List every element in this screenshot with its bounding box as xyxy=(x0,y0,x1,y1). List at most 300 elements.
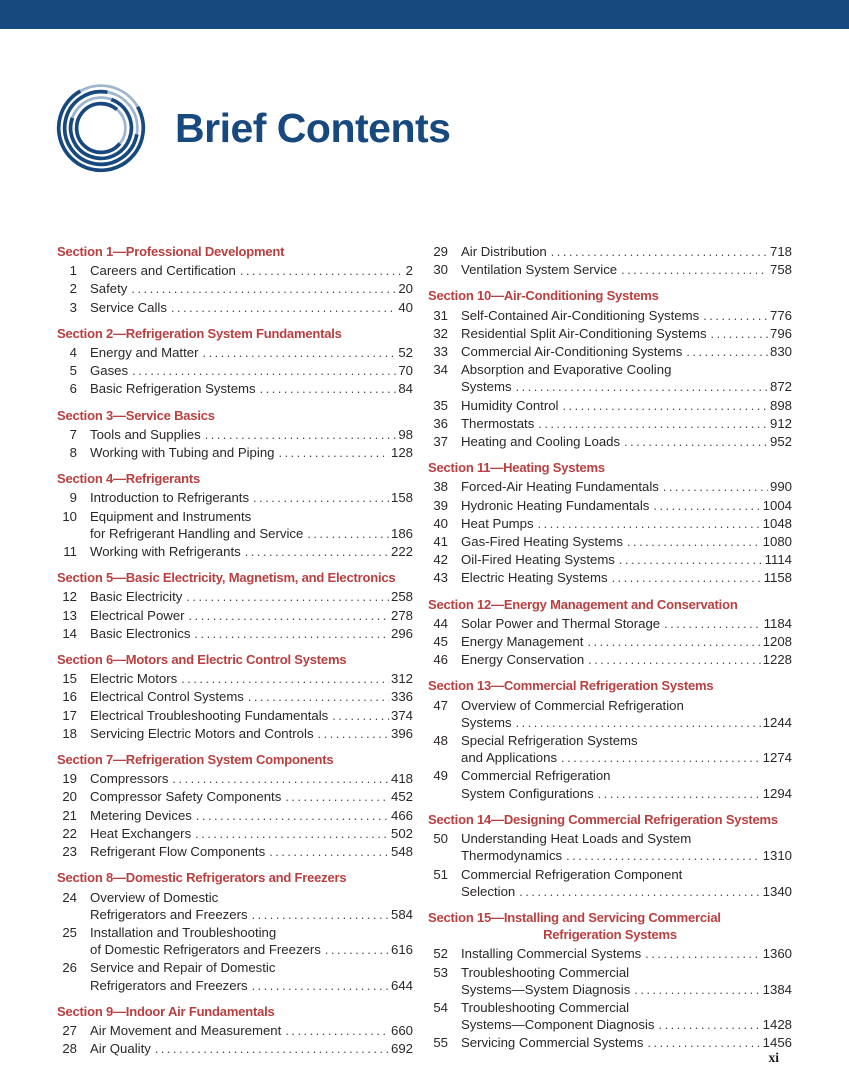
chapter-entry-body xyxy=(90,262,413,280)
dot-leader xyxy=(252,906,389,924)
chapter-page-number: 1048 xyxy=(762,515,792,531)
chapter-title: Servicing Electric Motors and Controls xyxy=(90,725,314,741)
concentric-circles-logo-icon xyxy=(55,82,147,174)
chapter-page-number: 1244 xyxy=(762,714,792,730)
chapter-entry-body xyxy=(90,1022,413,1040)
chapter-entry-body xyxy=(461,569,792,587)
chapter-page-number: 1310 xyxy=(762,848,792,864)
chapter-entry-body xyxy=(461,397,792,415)
chapter-entry xyxy=(428,767,792,802)
chapter-number: 42 xyxy=(433,552,448,568)
chapter-page-number: 776 xyxy=(769,307,792,323)
chapter-title: Working with Tubing and Piping xyxy=(90,445,275,461)
page-title: Brief Contents xyxy=(175,104,451,151)
chapter-number: 41 xyxy=(433,534,448,550)
chapter-number: 2 xyxy=(69,281,77,297)
chapter-number: 24 xyxy=(62,889,77,905)
chapter-number: 46 xyxy=(433,652,448,668)
title-block xyxy=(55,82,450,174)
chapter-entry-line xyxy=(461,749,792,767)
chapter-page-number: 40 xyxy=(398,299,413,315)
chapter-title: Basic Electricity xyxy=(90,589,183,605)
dot-leader xyxy=(562,397,768,415)
chapter-entry-line xyxy=(90,508,413,525)
chapter-entry-line xyxy=(461,651,792,669)
chapter-number: 8 xyxy=(69,445,77,461)
chapter-number: 19 xyxy=(62,771,77,787)
chapter-title: Absorption and Evaporative Cooling xyxy=(461,362,672,378)
chapter-entry-line xyxy=(90,788,413,806)
chapter-entry xyxy=(57,362,413,380)
chapter-entry-line xyxy=(461,883,792,901)
chapter-entry-body xyxy=(90,362,413,380)
chapter-title: Working with Refrigerants xyxy=(90,544,241,560)
dot-leader xyxy=(612,569,762,587)
chapter-title: Ventilation System Service xyxy=(461,262,618,278)
chapter-page-number: 912 xyxy=(769,415,792,431)
chapter-entry xyxy=(57,262,413,280)
chapter-page-number: 70 xyxy=(398,363,413,379)
chapter-title: Air Distribution xyxy=(461,244,547,259)
chapter-entry xyxy=(57,508,413,543)
chapter-entry-line xyxy=(461,433,792,451)
chapter-number: 37 xyxy=(433,434,448,450)
chapter-entry-line xyxy=(90,607,413,625)
chapter-entry-body xyxy=(461,633,792,651)
chapter-page-number: 952 xyxy=(769,434,792,450)
dot-leader xyxy=(132,362,396,380)
chapter-entry-line xyxy=(90,670,413,688)
chapter-entry-body xyxy=(90,707,413,725)
chapter-number: 28 xyxy=(62,1041,77,1057)
chapter-entry-line xyxy=(90,725,413,743)
chapter-title: Energy Conservation xyxy=(461,652,585,668)
chapter-entry-body xyxy=(461,732,792,767)
chapter-entry-body xyxy=(461,697,792,732)
chapter-number: 20 xyxy=(62,789,77,805)
chapter-entry-line xyxy=(90,489,413,507)
chapter-entry xyxy=(57,825,413,843)
chapter-entry-line xyxy=(90,843,413,861)
section-heading xyxy=(428,459,792,476)
chapter-number: 55 xyxy=(433,1035,448,1051)
chapter-entry-body xyxy=(90,280,413,298)
chapter-entry-body xyxy=(461,497,792,515)
chapter-entry xyxy=(57,625,413,643)
chapter-entry-body xyxy=(461,433,792,451)
chapter-entry-line xyxy=(461,1034,792,1052)
dot-leader xyxy=(624,433,768,451)
chapter-page-number: 84 xyxy=(398,381,413,397)
chapter-entry-body xyxy=(90,344,413,362)
dot-leader xyxy=(663,478,768,496)
chapter-title: Equipment and Instruments xyxy=(90,508,252,524)
chapter-entry-line xyxy=(90,362,413,380)
chapter-title: Gases xyxy=(90,363,129,379)
dot-leader xyxy=(645,945,760,963)
dot-leader xyxy=(205,426,397,444)
chapter-title: Electrical Power xyxy=(90,607,185,623)
chapter-title: Selection xyxy=(461,883,516,899)
chapter-page-number: 466 xyxy=(390,807,413,823)
dot-leader xyxy=(131,280,396,298)
chapter-entry xyxy=(428,1034,792,1052)
chapter-title: and Applications xyxy=(461,750,558,766)
chapter-entry xyxy=(57,1040,413,1058)
chapter-title: Air Quality xyxy=(90,1041,151,1057)
section-heading-line: Section 15—Installing and Servicing Commercial xyxy=(428,909,721,925)
chapter-number: 5 xyxy=(69,363,77,379)
chapter-entry xyxy=(428,478,792,496)
chapter-entry-body xyxy=(461,343,792,361)
dot-leader xyxy=(551,243,768,261)
chapter-entry-body xyxy=(90,489,413,507)
chapter-entry-line xyxy=(461,633,792,651)
chapter-entry-line xyxy=(461,697,792,714)
chapter-entry-body xyxy=(461,1034,792,1052)
chapter-entry xyxy=(57,670,413,688)
chapter-entry-body xyxy=(90,543,413,561)
chapter-entry xyxy=(57,444,413,462)
chapter-entry xyxy=(57,299,413,317)
chapter-number: 53 xyxy=(433,964,448,980)
chapter-entry-line xyxy=(461,361,792,378)
chapter-title: Special Refrigeration Systems xyxy=(461,733,638,749)
chapter-number: 21 xyxy=(62,807,77,823)
chapter-entry-line xyxy=(90,543,413,561)
dot-leader xyxy=(253,489,389,507)
chapter-page-number: 20 xyxy=(398,281,413,297)
chapter-title: Energy and Matter xyxy=(90,345,199,361)
dot-leader xyxy=(566,847,761,865)
chapter-entry-line xyxy=(461,243,792,261)
toc-column-2 xyxy=(428,243,792,1058)
chapter-page-number: 186 xyxy=(390,525,413,541)
chapter-page-number: 452 xyxy=(390,789,413,805)
chapter-title: Basic Electronics xyxy=(90,625,191,641)
chapter-entry-line xyxy=(461,830,792,847)
chapter-title: Electrical Control Systems xyxy=(90,689,244,705)
chapter-entry xyxy=(57,688,413,706)
dot-leader xyxy=(171,299,396,317)
chapter-entry-body xyxy=(90,625,413,643)
chapter-page-number: 718 xyxy=(769,244,792,259)
chapter-entry-line xyxy=(90,625,413,643)
chapter-entry-line xyxy=(90,262,413,280)
chapter-entry-body xyxy=(461,830,792,865)
folio-page-number: xi xyxy=(768,1050,779,1065)
dot-leader xyxy=(279,444,389,462)
chapter-title: Electric Heating Systems xyxy=(461,570,608,586)
chapter-number: 35 xyxy=(433,397,448,413)
chapter-entry-body xyxy=(461,261,792,279)
chapter-entry-body xyxy=(461,478,792,496)
chapter-title: Metering Devices xyxy=(90,807,192,823)
chapter-entry xyxy=(428,615,792,633)
chapter-entry-body xyxy=(90,959,413,994)
chapter-title: Humidity Control xyxy=(461,397,559,413)
chapter-number: 33 xyxy=(433,344,448,360)
dot-leader xyxy=(194,625,389,643)
section-heading-line: Section 13—Commercial Refrigeration Systems xyxy=(428,678,714,694)
chapter-entry-body xyxy=(90,444,413,462)
chapter-page-number: 2 xyxy=(405,263,413,279)
chapter-title: Overview of Commercial Refrigeration xyxy=(461,697,684,713)
chapter-entry xyxy=(57,807,413,825)
chapter-entry-line xyxy=(90,299,413,317)
chapter-entry xyxy=(428,415,792,433)
chapter-number: 38 xyxy=(433,479,448,495)
chapter-page-number: 830 xyxy=(769,344,792,360)
chapter-entry-body xyxy=(90,770,413,788)
chapter-entry-body xyxy=(461,767,792,802)
chapter-entry-line xyxy=(90,959,413,976)
chapter-title: Electrical Troubleshooting Fundamentals xyxy=(90,707,329,723)
chapter-page-number: 758 xyxy=(769,262,792,278)
chapter-number: 23 xyxy=(62,844,77,860)
dot-leader xyxy=(269,843,389,861)
chapter-entry-line xyxy=(90,707,413,725)
dot-leader xyxy=(587,633,760,651)
chapter-page-number: 158 xyxy=(390,490,413,506)
chapter-entry-line xyxy=(90,380,413,398)
section-heading xyxy=(428,909,792,943)
chapter-entry-body xyxy=(461,999,792,1034)
section-heading xyxy=(428,677,792,694)
chapter-entry-body xyxy=(90,924,413,959)
chapter-entry xyxy=(428,397,792,415)
chapter-number: 43 xyxy=(433,570,448,586)
chapter-entry-body xyxy=(90,889,413,924)
chapter-number: 27 xyxy=(62,1022,77,1038)
chapter-title: Oil-Fired Heating Systems xyxy=(461,552,615,568)
chapter-entry-line xyxy=(90,1022,413,1040)
chapter-title: Careers and Certification xyxy=(90,263,236,279)
chapter-entry xyxy=(57,543,413,561)
dot-leader xyxy=(588,651,761,669)
chapter-page-number: 1294 xyxy=(762,785,792,801)
chapter-entry-line xyxy=(90,977,413,995)
chapter-title: Self-Contained Air-Conditioning Systems xyxy=(461,307,700,323)
chapter-entry-line xyxy=(461,569,792,587)
chapter-number: 25 xyxy=(62,924,77,940)
section-heading-line: Section 14—Designing Commercial Refrigeration Systems xyxy=(428,811,778,827)
section-heading-line: Refrigeration Systems xyxy=(543,927,677,943)
chapter-page-number: 1158 xyxy=(763,570,792,586)
chapter-entry-line xyxy=(90,941,413,959)
chapter-page-number: 336 xyxy=(390,689,413,705)
chapter-entry-line xyxy=(90,588,413,606)
dot-leader xyxy=(703,307,768,325)
dot-leader xyxy=(619,551,763,569)
chapter-page-number: 418 xyxy=(390,771,413,787)
chapter-title: Compressors xyxy=(90,771,169,787)
chapter-title: Commercial Refrigeration Component xyxy=(461,866,683,882)
chapter-title: Understanding Heat Loads and System xyxy=(461,831,692,847)
chapter-number: 26 xyxy=(62,960,77,976)
dot-leader xyxy=(172,770,389,788)
chapter-page-number: 1184 xyxy=(763,615,792,631)
chapter-entry-body xyxy=(90,508,413,543)
chapter-number: 54 xyxy=(433,999,448,1015)
chapter-entry xyxy=(428,515,792,533)
dot-leader xyxy=(245,543,389,561)
chapter-entry xyxy=(428,830,792,865)
chapter-entry-line xyxy=(461,551,792,569)
dot-leader xyxy=(621,261,768,279)
chapter-number: 52 xyxy=(433,946,448,962)
section-heading xyxy=(428,596,792,613)
chapter-page-number: 312 xyxy=(390,671,413,687)
chapter-entry-body xyxy=(461,243,792,261)
chapter-entry xyxy=(428,261,792,279)
chapter-entry-line xyxy=(461,1016,792,1034)
chapter-number: 32 xyxy=(433,325,448,341)
chapter-title: Troubleshooting Commercial xyxy=(461,999,630,1015)
chapter-page-number: 374 xyxy=(390,707,413,723)
toc xyxy=(57,243,792,1058)
dot-leader xyxy=(516,378,768,396)
chapter-number: 3 xyxy=(69,299,77,315)
section-heading-line: Section 1—Professional Development xyxy=(57,244,285,259)
section-heading xyxy=(57,869,413,886)
chapter-entry xyxy=(57,770,413,788)
chapter-page-number: 52 xyxy=(398,345,413,361)
chapter-title: System Configurations xyxy=(461,785,594,801)
dot-leader xyxy=(598,785,761,803)
chapter-entry-line xyxy=(461,945,792,963)
chapter-page-number: 258 xyxy=(390,589,413,605)
chapter-page-number: 296 xyxy=(390,625,413,641)
chapter-entry xyxy=(57,707,413,725)
chapter-entry xyxy=(57,889,413,924)
section-heading xyxy=(57,569,413,586)
chapter-title: Servicing Commercial Systems xyxy=(461,1035,644,1051)
chapter-entry xyxy=(428,551,792,569)
chapter-entry xyxy=(428,651,792,669)
chapter-entry xyxy=(57,426,413,444)
chapter-page-number: 396 xyxy=(390,725,413,741)
chapter-entry-line xyxy=(461,325,792,343)
section-heading-line: Section 4—Refrigerants xyxy=(57,471,200,487)
chapter-title: Safety xyxy=(90,281,128,297)
chapter-title: Systems xyxy=(461,379,512,395)
dot-leader xyxy=(516,714,761,732)
section-heading-line: Section 3—Service Basics xyxy=(57,407,215,423)
dot-leader xyxy=(332,707,389,725)
chapter-number: 34 xyxy=(433,362,448,378)
dot-leader xyxy=(189,607,389,625)
chapter-entry-line xyxy=(461,478,792,496)
chapter-entry xyxy=(57,959,413,994)
chapter-number: 14 xyxy=(62,625,77,641)
chapter-entry-body xyxy=(461,945,792,963)
dot-leader xyxy=(186,588,389,606)
chapter-page-number: 1456 xyxy=(762,1035,792,1051)
top-bar xyxy=(0,0,849,29)
chapter-entry-line xyxy=(461,785,792,803)
chapter-entry xyxy=(428,732,792,767)
chapter-entry xyxy=(57,725,413,743)
chapter-page-number: 898 xyxy=(769,397,792,413)
chapter-entry-line xyxy=(90,525,413,543)
chapter-entry xyxy=(57,588,413,606)
chapter-title: Systems—Component Diagnosis xyxy=(461,1017,655,1033)
chapter-number: 15 xyxy=(62,671,77,687)
chapter-entry-line xyxy=(461,866,792,883)
chapter-entry-body xyxy=(461,551,792,569)
dot-leader xyxy=(627,533,761,551)
chapter-page-number: 98 xyxy=(398,426,413,442)
chapter-number: 9 xyxy=(69,490,77,506)
section-heading xyxy=(428,811,792,828)
chapter-entry-line xyxy=(90,924,413,941)
chapter-entry-line xyxy=(461,261,792,279)
chapter-page-number: 796 xyxy=(769,325,792,341)
chapter-number: 22 xyxy=(62,825,77,841)
dot-leader xyxy=(647,1034,760,1052)
dot-leader xyxy=(252,977,389,995)
chapter-entry-line xyxy=(461,964,792,981)
chapter-title: Refrigerators and Freezers xyxy=(90,977,248,993)
chapter-entry xyxy=(428,433,792,451)
chapter-entry-line xyxy=(90,280,413,298)
toc-column-1 xyxy=(57,243,413,1058)
chapter-entry-body xyxy=(461,361,792,396)
chapter-number: 12 xyxy=(62,589,77,605)
chapter-entry-line xyxy=(90,1040,413,1058)
chapter-entry-body xyxy=(90,299,413,317)
chapter-page-number: 1208 xyxy=(762,634,792,650)
section-heading-line: Section 5—Basic Electricity, Magnetism, and Electronics xyxy=(57,570,396,586)
chapter-entry xyxy=(428,497,792,515)
chapter-entry xyxy=(428,343,792,361)
chapter-entry xyxy=(57,280,413,298)
chapter-title: Compressor Safety Components xyxy=(90,789,282,805)
chapter-title: of Domestic Refrigerators and Freezers xyxy=(90,942,321,958)
chapter-title: Systems—System Diagnosis xyxy=(461,981,631,997)
dot-leader xyxy=(155,1040,389,1058)
chapter-title: Gas-Fired Heating Systems xyxy=(461,534,623,550)
chapter-entry-line xyxy=(461,378,792,396)
chapter-entry-body xyxy=(90,670,413,688)
dot-leader xyxy=(325,941,389,959)
chapter-number: 47 xyxy=(433,697,448,713)
chapter-entry-line xyxy=(461,533,792,551)
chapter-title: Installing Commercial Systems xyxy=(461,946,642,962)
dot-leader xyxy=(260,380,397,398)
section-heading xyxy=(428,287,792,304)
chapter-entry-body xyxy=(461,615,792,633)
section-heading-line: Section 12—Energy Management and Conservation xyxy=(428,596,738,612)
chapter-entry-body xyxy=(461,325,792,343)
chapter-title: Basic Refrigeration Systems xyxy=(90,381,256,397)
section-heading xyxy=(57,470,413,487)
section-heading-line: Section 10—Air-Conditioning Systems xyxy=(428,288,659,304)
chapter-entry xyxy=(428,633,792,651)
chapter-page-number: 692 xyxy=(390,1041,413,1057)
dot-leader xyxy=(285,1022,389,1040)
chapter-number: 50 xyxy=(433,831,448,847)
chapter-number: 39 xyxy=(433,497,448,513)
dot-leader xyxy=(195,825,389,843)
dot-leader xyxy=(653,497,760,515)
section-heading xyxy=(57,325,413,342)
dot-leader xyxy=(307,525,389,543)
chapter-entry-line xyxy=(461,397,792,415)
section-heading-line: Section 7—Refrigeration System Components xyxy=(57,752,334,768)
chapter-number: 13 xyxy=(62,607,77,623)
